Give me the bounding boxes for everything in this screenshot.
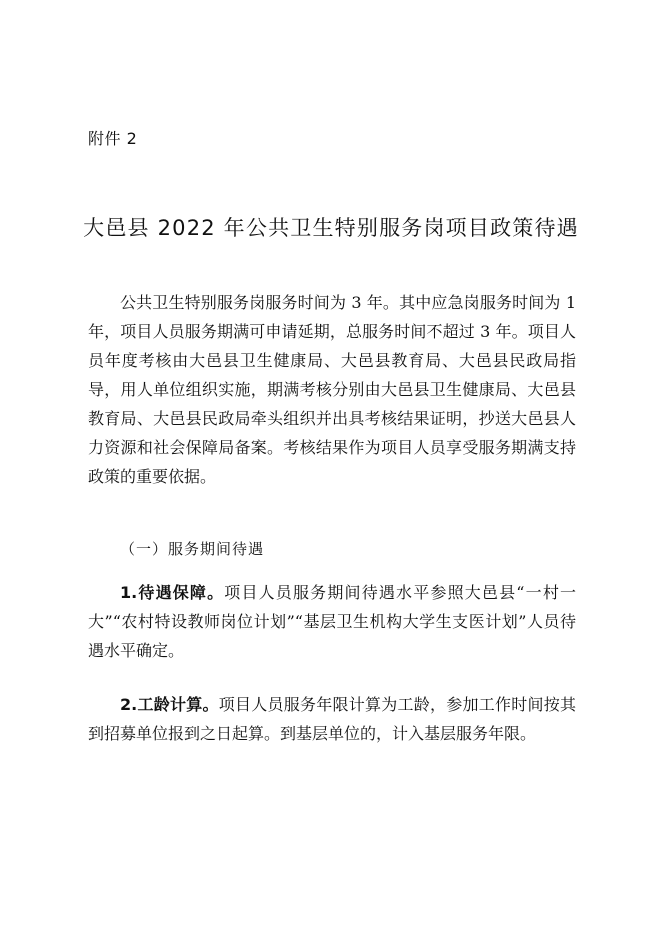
- policy-item-1: [88, 578, 576, 665]
- policy-item-2-text: 项目人员服务年限计算为工龄，参加工作时间按其到招募单位报到之日起算。到基层单位的，计入基层服务年限。: [88, 695, 576, 743]
- document-title: 大邑县 2022 年公共卫生特别服务岗项目政策待遇: [83, 216, 579, 241]
- policy-item-1-heading: 1.待遇保障。: [120, 583, 225, 602]
- policy-item-1-text: 项目人员服务期间待遇水平参照大邑县“一村一大”“农村特设教师岗位计划”“基层卫生机构大学生支医计划”人员待遇水平确定。: [88, 583, 576, 660]
- section-heading: （一）服务期间待遇: [120, 540, 265, 558]
- policy-item-2: [88, 690, 576, 748]
- attachment-label: 附件 2: [88, 129, 138, 148]
- intro-paragraph: 公共卫生特别服务岗服务时间为 3 年。其中应急岗服务时间为 1 年，项目人员服务期满可申请延期，总服务时间不超过 3 年。项目人员年度考核由大邑县卫生健康局、大邑县教育局、大邑县民政局指导，用人单位组织实施，期满考核分别由大邑县卫生健康局、大邑县教育局、大邑县民政局牵头组织并出具考核结果证明，抄送大邑县人力资源和社会保障局备案。考核结果作为项目人员享受服务期满支持政策的重要依据。: [88, 293, 576, 486]
- policy-item-2-heading: 2.工龄计算。: [120, 695, 219, 714]
